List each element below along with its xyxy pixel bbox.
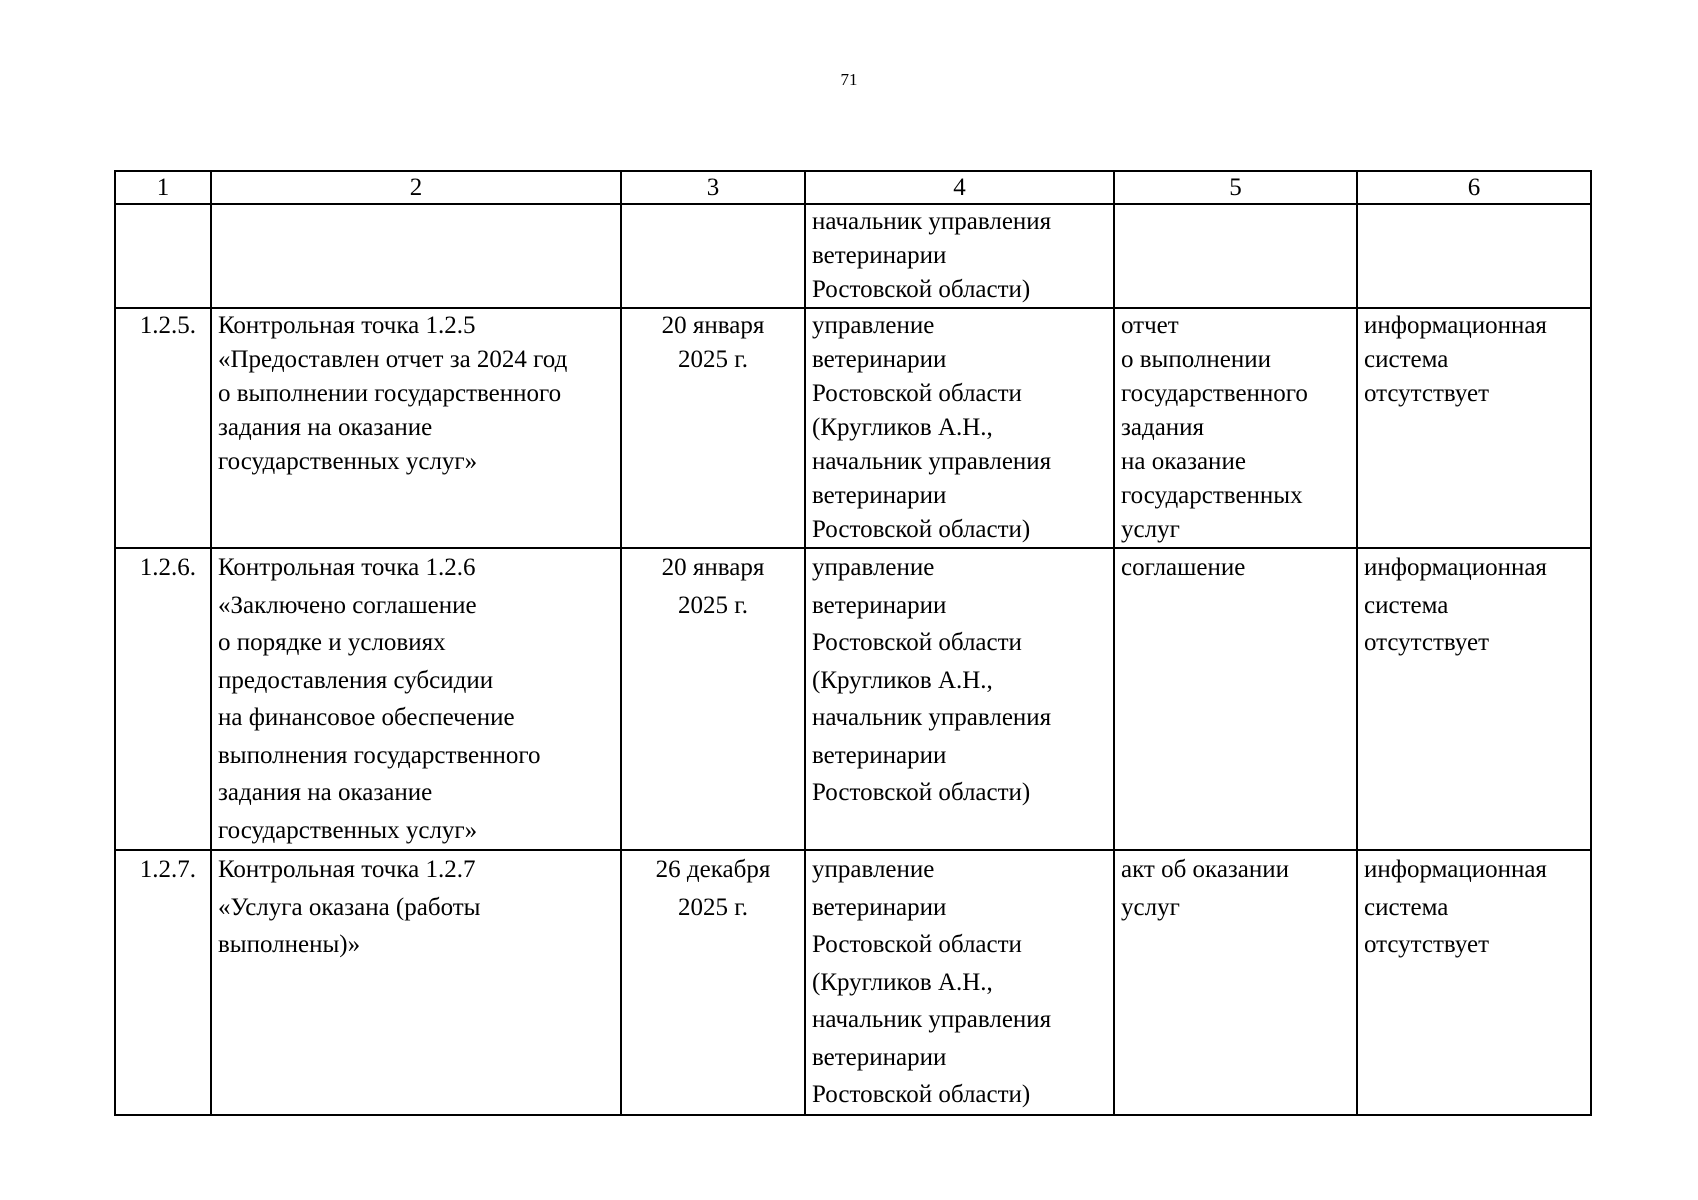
cell-text-line: ветеринарии xyxy=(812,242,947,269)
cell-text-line: акт об оказании xyxy=(1121,856,1290,883)
document-cell xyxy=(1114,548,1357,850)
empty-cell xyxy=(115,204,211,308)
empty-cell xyxy=(621,204,805,308)
cell-text-line: начальник управления xyxy=(812,208,1052,235)
cell-text-line: Ростовской области xyxy=(812,931,1022,958)
info-system-cell xyxy=(1357,548,1591,850)
empty-cell xyxy=(211,204,621,308)
cell-text-line: система xyxy=(1364,893,1449,921)
cell-text-line: 2025 г. xyxy=(678,591,748,619)
column-header-responsible: 4 xyxy=(805,171,1114,204)
cell-text-line: ветеринарии xyxy=(812,591,947,619)
cell-text-line: ветеринарии xyxy=(812,741,947,769)
date-cell xyxy=(621,850,805,1115)
table-row xyxy=(115,548,1591,850)
cell-text-line: Ростовской области) xyxy=(812,779,1031,806)
row-number: 1.2.5. xyxy=(115,308,211,548)
cell-text-line: 20 января xyxy=(661,312,765,339)
cell-text-line: на финансовое обеспечение xyxy=(218,704,515,731)
cell-text-line: о порядке и условиях xyxy=(218,629,446,656)
cell-text-line: выполнены)» xyxy=(218,931,361,958)
cell-text-line: ветеринарии xyxy=(812,482,947,509)
empty-cell xyxy=(1357,204,1591,308)
cell-text-line: начальник управления xyxy=(812,704,1052,731)
cell-text-line: начальник управления xyxy=(812,1006,1052,1033)
control-points-table xyxy=(114,170,1592,1116)
cell-text-line: на оказание xyxy=(1121,448,1246,475)
cell-text-line: о выполнении xyxy=(1121,346,1271,373)
cell-text-line: государственного xyxy=(1121,380,1308,407)
cell-text-line: начальник управления xyxy=(812,448,1052,475)
cell-text-line: ветеринарии xyxy=(812,893,947,921)
responsible-cell xyxy=(805,308,1114,548)
column-header-date: 3 xyxy=(621,171,805,204)
cell-text-line: информационная xyxy=(1364,554,1547,581)
date-cell xyxy=(621,308,805,548)
table-header-row xyxy=(115,171,1591,204)
column-header-document: 5 xyxy=(1114,171,1357,204)
cell-text-line: выполнения государственного xyxy=(218,741,541,769)
cell-text-line: система xyxy=(1364,346,1449,373)
cell-text-line: о выполнении государственного xyxy=(218,380,562,407)
column-header-info-system: 6 xyxy=(1357,171,1591,204)
cell-text-line: отсутствует xyxy=(1364,931,1490,958)
cell-text-line: 2025 г. xyxy=(678,893,748,921)
responsible-cell xyxy=(805,850,1114,1115)
cell-text-line: Ростовской области) xyxy=(812,516,1031,543)
cell-text-line: ветеринарии xyxy=(812,1043,947,1071)
date-cell xyxy=(621,548,805,850)
cell-text-line: предоставления субсидии xyxy=(218,666,494,694)
description-cell xyxy=(211,308,621,548)
continuation-row xyxy=(115,204,1591,308)
cell-text-line: «Заключено соглашение xyxy=(218,591,477,619)
cell-text-line: «Услуга оказана (работы xyxy=(218,893,481,921)
cell-text-line: информационная xyxy=(1364,856,1547,883)
row-number: 1.2.7. xyxy=(115,850,211,1115)
cell-text-line: Контрольная точка 1.2.6 xyxy=(218,554,476,581)
cell-text-line: отчет xyxy=(1121,312,1179,339)
cell-text-line: задания xyxy=(1121,414,1205,441)
cell-text-line: ветеринарии xyxy=(812,346,947,373)
cell-text-line: (Кругликов А.Н., xyxy=(812,666,993,694)
responsible-cell xyxy=(805,548,1114,850)
cell-text-line: задания на оказание xyxy=(218,779,433,806)
cell-text-line: Контрольная точка 1.2.7 xyxy=(218,856,476,883)
cell-text-line: Контрольная точка 1.2.5 xyxy=(218,312,476,339)
cell-text-line: отсутствует xyxy=(1364,380,1490,407)
table-row xyxy=(115,850,1591,1115)
description-cell xyxy=(211,548,621,850)
cell-text-line: управление xyxy=(812,312,935,339)
cell-text-line: задания на оказание xyxy=(218,414,433,441)
cell-text-line: соглашение xyxy=(1121,554,1246,581)
cell-text-line: информационная xyxy=(1364,312,1547,339)
page-number: 71 xyxy=(840,70,858,89)
info-system-cell xyxy=(1357,308,1591,548)
cell-text-line: услуг xyxy=(1121,516,1180,543)
column-header-description: 2 xyxy=(211,171,621,204)
cell-text-line: Ростовской области xyxy=(812,629,1022,656)
info-system-cell xyxy=(1357,850,1591,1115)
cell-text-line: Ростовской области xyxy=(812,380,1022,407)
cell-text-line: Ростовской области) xyxy=(812,1081,1031,1108)
cell-text-line: 20 января xyxy=(661,554,765,581)
column-header-number: 1 xyxy=(115,171,211,204)
cell-text-line: отсутствует xyxy=(1364,629,1490,656)
cell-text-line: Ростовской области) xyxy=(812,276,1031,303)
table-row xyxy=(115,308,1591,548)
cell-text-line: государственных услуг» xyxy=(218,816,478,844)
cell-text-line: государственных xyxy=(1121,482,1303,509)
document-cell xyxy=(1114,308,1357,548)
empty-cell xyxy=(1114,204,1357,308)
cell-text-line: «Предоставлен отчет за 2024 год xyxy=(218,346,568,373)
cell-text-line: система xyxy=(1364,591,1449,619)
cell-text-line: (Кругликов А.Н., xyxy=(812,968,993,996)
cell-text-line: (Кругликов А.Н., xyxy=(812,414,993,441)
document-cell xyxy=(1114,850,1357,1115)
responsible-cell xyxy=(805,204,1114,308)
cell-text-line: 26 декабря xyxy=(655,856,771,883)
cell-text-line: государственных услуг» xyxy=(218,448,478,475)
row-number: 1.2.6. xyxy=(115,548,211,850)
description-cell xyxy=(211,850,621,1115)
cell-text-line: управление xyxy=(812,856,935,883)
cell-text-line: 2025 г. xyxy=(678,346,748,373)
cell-text-line: услуг xyxy=(1121,893,1180,921)
cell-text-line: управление xyxy=(812,554,935,581)
